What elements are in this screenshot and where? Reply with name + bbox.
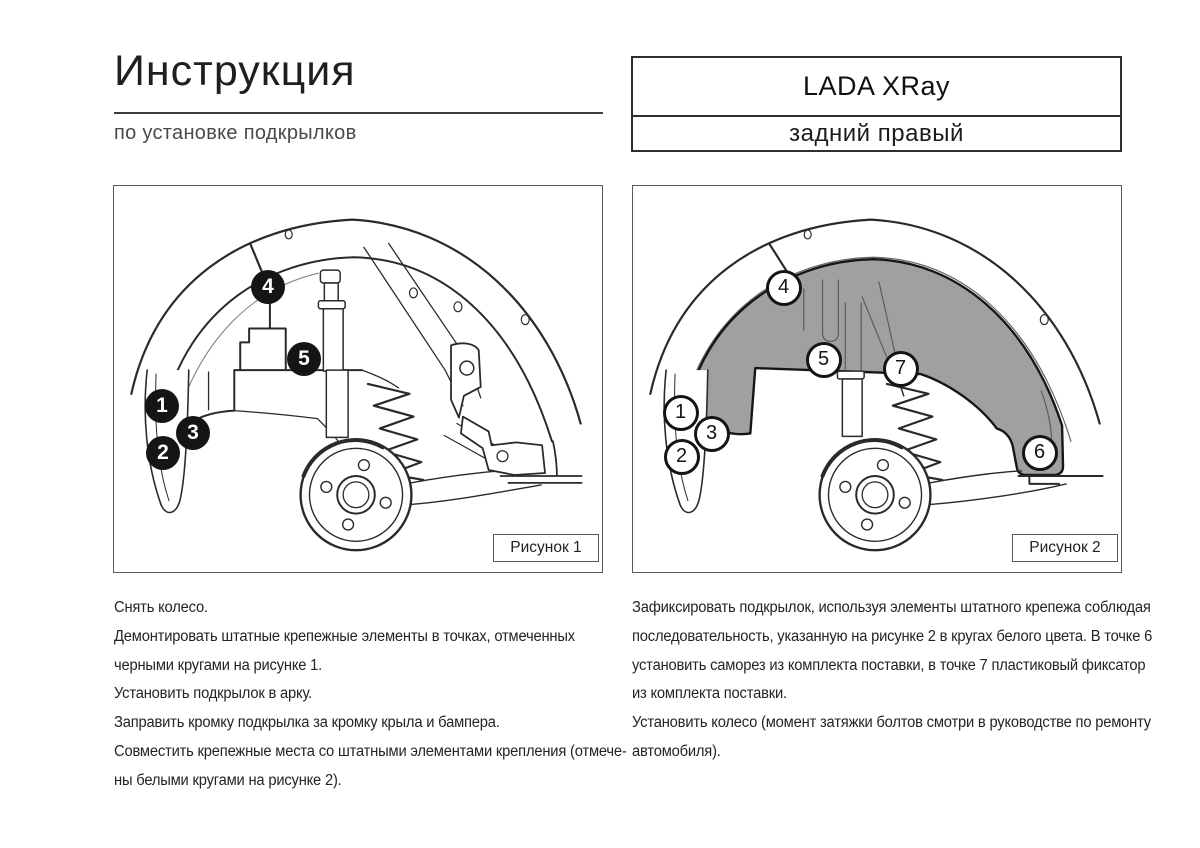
instructions-left xyxy=(114,594,627,796)
instruction-line: Снять колесо. xyxy=(114,599,208,616)
page-title: Инструкция xyxy=(114,47,356,95)
figure-marker-1: 1 xyxy=(663,395,699,431)
instruction-line: последовательность, указанную на рисунке 2 в кругах белого цвета. В точке 6 xyxy=(632,627,1153,645)
figure-marker-1: 1 xyxy=(145,389,179,423)
figure-2-markers xyxy=(633,186,1121,572)
instruction-line: ны белыми кругами на рисунке 2). xyxy=(114,771,342,789)
figure-marker-3: 3 xyxy=(176,416,210,450)
figure-marker-4: 4 xyxy=(251,270,285,304)
instruction-line: черными кругами на рисунке 1. xyxy=(114,656,323,674)
instruction-line: Заправить кромку подкрылка за кромку крыла и бампера. xyxy=(114,714,500,732)
figure-marker-2: 2 xyxy=(146,436,180,470)
wheel-position: задний правый xyxy=(789,119,964,147)
figure-marker-3: 3 xyxy=(694,416,730,452)
model-name: LADA XRay xyxy=(633,58,1120,117)
title-rule xyxy=(114,112,603,114)
instruction-line: Демонтировать штатные крепежные элементы в точках, отмеченных xyxy=(114,627,575,645)
instruction-line: Установить подкрылок в арку. xyxy=(114,685,313,703)
figure-marker-5: 5 xyxy=(287,342,321,376)
instruction-line: Совместить крепежные места со штатными элементами крепления (отмече- xyxy=(114,742,627,760)
instruction-line: автомобиля). xyxy=(632,742,721,760)
page-subtitle: по установке подкрылков xyxy=(114,122,357,144)
figure-marker-7: 7 xyxy=(883,351,919,387)
figure-marker-6: 6 xyxy=(1022,435,1058,471)
figure-1 xyxy=(113,185,603,573)
figure-marker-4: 4 xyxy=(766,270,802,306)
figure-1-caption: Рисунок 1 xyxy=(493,534,599,562)
instructions-right xyxy=(632,594,1153,767)
model-plate xyxy=(631,56,1122,152)
figure-2-caption: Рисунок 2 xyxy=(1012,534,1118,562)
figure-marker-2: 2 xyxy=(664,439,700,475)
figure-1-markers xyxy=(114,186,602,572)
instruction-line: из комплекта поставки. xyxy=(632,685,787,703)
figure-2 xyxy=(632,185,1122,573)
instruction-line: Установить колесо (момент затяжки болтов смотри в руководстве по ремонту xyxy=(632,714,1151,732)
instruction-line: Зафиксировать подкрылок, используя элементы штатного крепежа соблюдая xyxy=(632,599,1151,616)
instruction-line: установить саморез из комплекта поставки, в точке 7 пластиковый фиксатор xyxy=(632,656,1146,674)
figure-marker-5: 5 xyxy=(806,342,842,378)
